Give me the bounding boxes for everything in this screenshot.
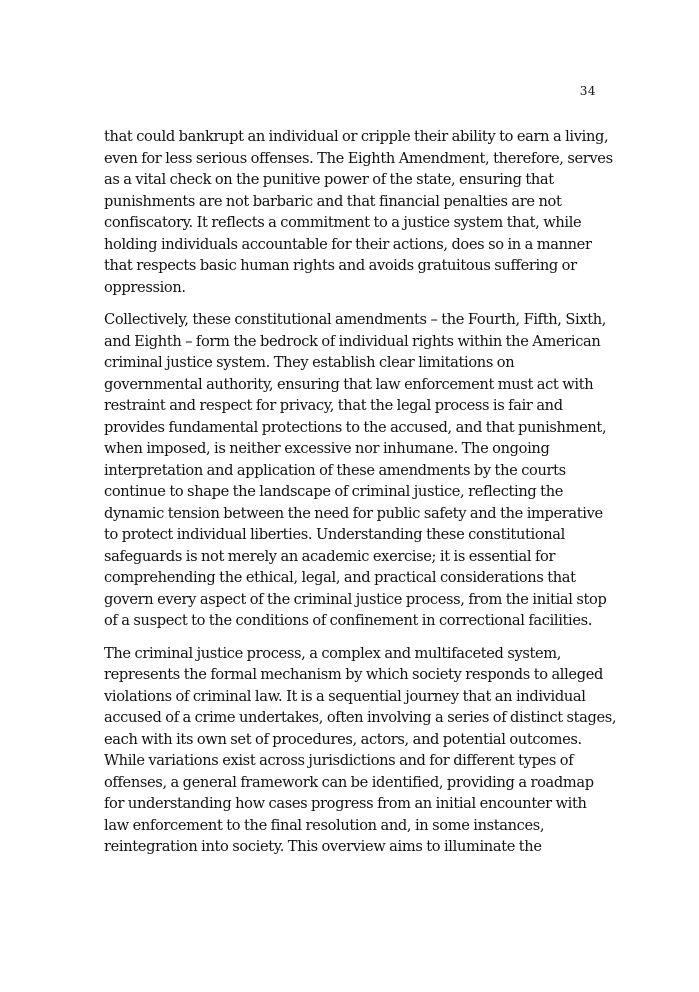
text-line: represents the formal mechanism by which society responds to alleged <box>104 666 603 683</box>
text-line: governmental authority, ensuring that law enforcement must act with <box>104 375 594 393</box>
text-line: The criminal justice process, a complex and multifaceted system, <box>104 644 562 662</box>
text-line: holding individuals accountable for their actions, does so in a manner <box>104 235 592 253</box>
text-line: provides fundamental protections to the accused, and that punishment, <box>104 418 607 436</box>
text-line: dynamic tension between the need for public safety and the imperative <box>104 504 603 522</box>
text-line: oppression. <box>104 278 186 296</box>
paragraph-criminal-justice-process <box>104 643 617 858</box>
text-line: criminal justice system. They establish clear limitations on <box>104 354 515 371</box>
text-line: as a vital check on the punitive power of the state, ensuring that <box>104 171 554 188</box>
text-line: for understanding how cases progress from an initial encounter with <box>104 795 587 812</box>
text-line: violations of criminal law. It is a sequential journey that an individual <box>104 687 586 705</box>
text-line: accused of a crime undertakes, often involving a series of distinct stages, <box>104 709 617 726</box>
text-line: safeguards is not merely an academic exercise; it is essential for <box>104 547 556 565</box>
text-line: law enforcement to the final resolution and, in some instances, <box>104 816 545 834</box>
paragraph-eighth-amendment <box>104 126 613 298</box>
text-line: govern every aspect of the criminal justice process, from the initial stop <box>104 590 607 608</box>
body-text <box>104 126 617 869</box>
text-line: interpretation and application of these amendments by the courts <box>104 461 566 479</box>
text-line: of a suspect to the conditions of confinement in correctional facilities. <box>104 612 593 629</box>
text-line: that could bankrupt an individual or cripple their ability to earn a living, <box>104 128 609 145</box>
text-line: that respects basic human rights and avoids gratuitous suffering or <box>104 257 577 274</box>
text-line: even for less serious offenses. The Eighth Amendment, therefore, serves <box>104 149 613 167</box>
text-line: each with its own set of procedures, actors, and potential outcomes. <box>104 730 582 748</box>
page-number: 34 <box>579 84 596 98</box>
text-line: to protect individual liberties. Understanding these constitutional <box>104 526 565 543</box>
text-line: offenses, a general framework can be identified, providing a roadmap <box>104 773 594 791</box>
text-line: comprehending the ethical, legal, and practical considerations that <box>104 569 576 586</box>
paragraph-constitutional-amendments <box>104 309 607 632</box>
text-line: when imposed, is neither excessive nor inhumane. The ongoing <box>104 440 550 457</box>
text-line: confiscatory. It reflects a commitment to a justice system that, while <box>104 214 582 231</box>
text-line: continue to shape the landscape of criminal justice, reflecting the <box>104 483 564 500</box>
text-line: reintegration into society. This overview aims to illuminate the <box>104 838 542 855</box>
text-line: Collectively, these constitutional amendments – the Fourth, Fifth, Sixth, <box>104 311 607 328</box>
text-line: punishments are not barbaric and that financial penalties are not <box>104 192 562 210</box>
text-line: While variations exist across jurisdictions and for different types of <box>104 752 574 769</box>
text-line: restraint and respect for privacy, that the legal process is fair and <box>104 397 563 414</box>
text-line: and Eighth – form the bedrock of individual rights within the American <box>104 332 601 350</box>
